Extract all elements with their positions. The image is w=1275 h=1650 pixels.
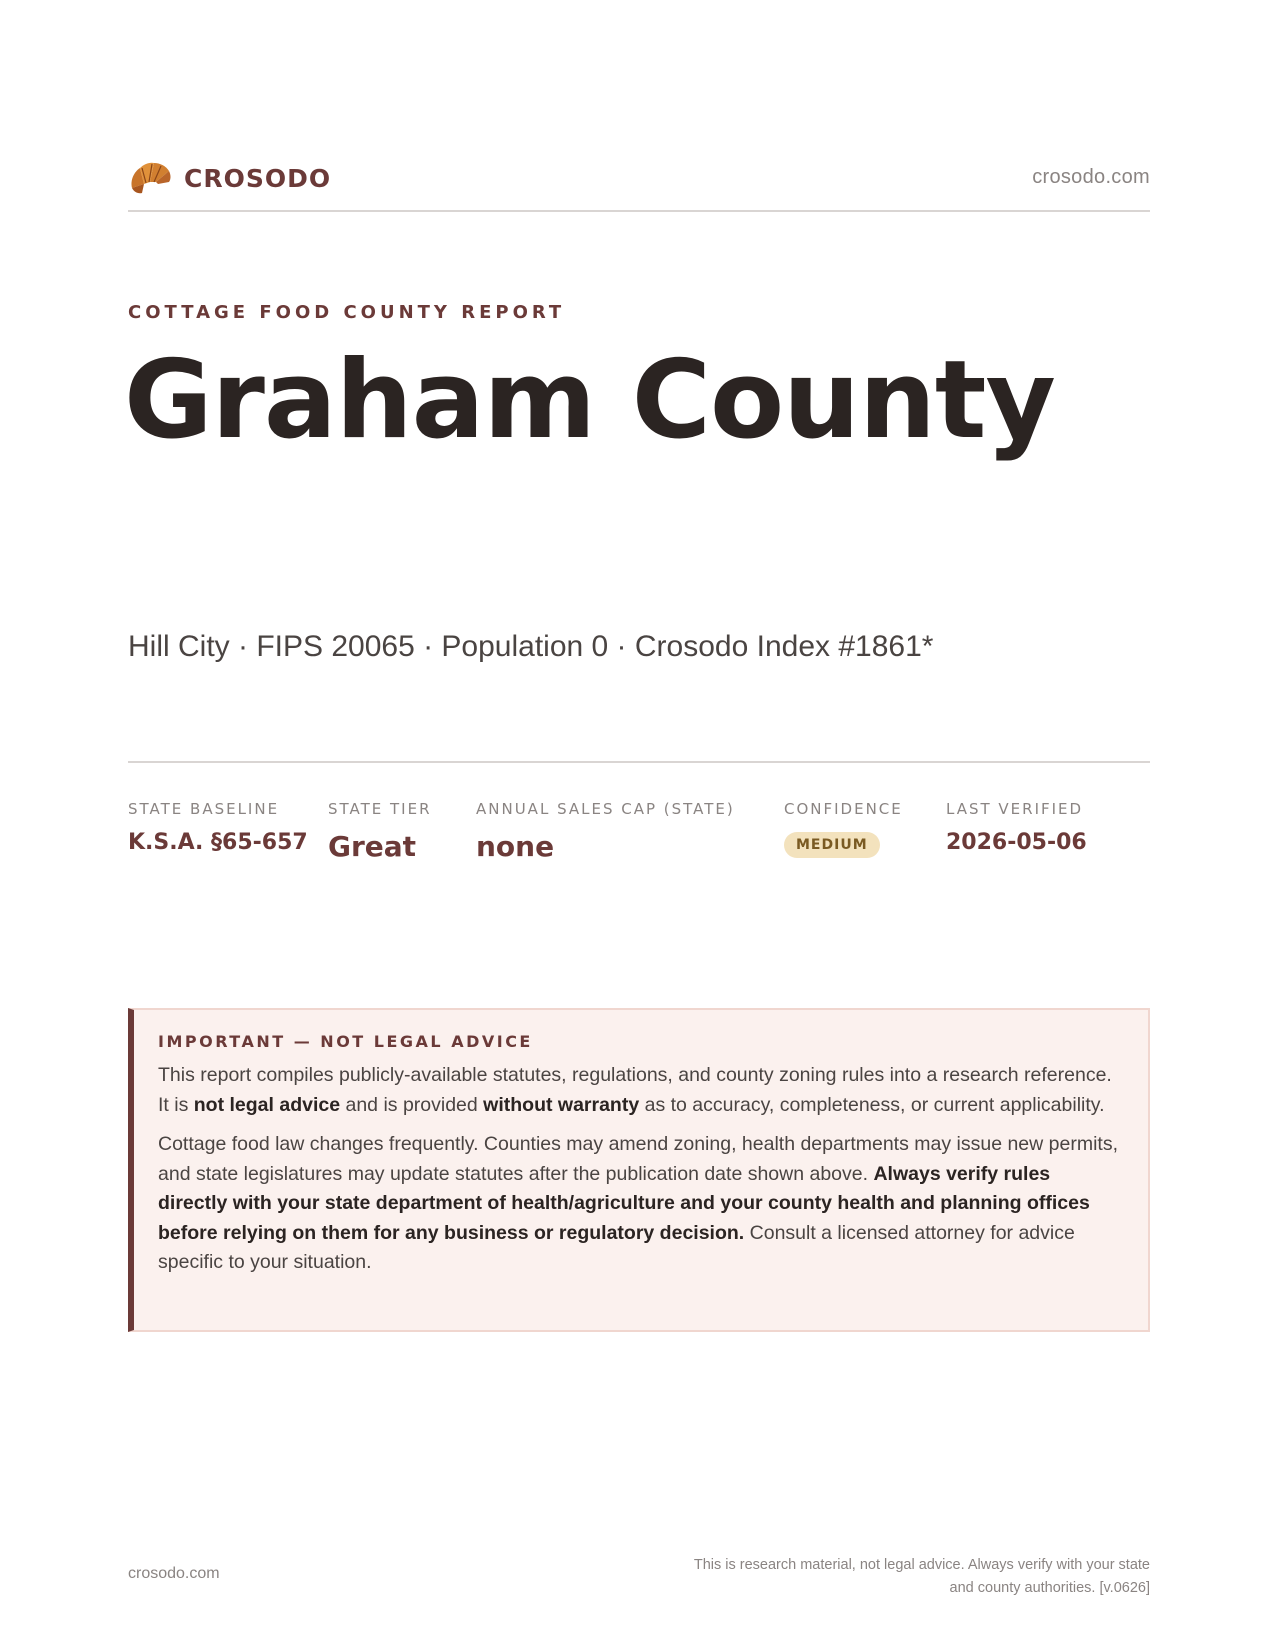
notice-text: Cottage food law changes frequently. Counties may amend zoning, health departments may issue new permits, and state legislatures may update statutes after the publication date shown above. (158, 1133, 1118, 1185)
notice-text: as to accuracy, completeness, or current applicability. (639, 1093, 1105, 1116)
report-page (124, 0, 1150, 1650)
stat-label: ANNUAL SALES CAP (STATE) (476, 800, 735, 818)
footer-disclaimer-line: and county authorities. [v.0626] (949, 1580, 1150, 1596)
report-eyebrow: COTTAGE FOOD COUNTY REPORT (128, 302, 566, 323)
stat-value: K.S.A. §65-657 (128, 830, 308, 855)
footer-disclaimer-line: This is research material, not legal advice. Always verify with your state (693, 1557, 1150, 1573)
brand (128, 158, 331, 198)
stat-label: STATE TIER (328, 800, 432, 818)
page-header (128, 156, 1150, 212)
notice-text: and is provided (340, 1093, 484, 1116)
notice-paragraph (158, 1061, 1124, 1120)
notice-emphasis: Always verify rules directly with your state department of health/agriculture and your county health and planning offices before relying on them for any business or regulatory decision. (158, 1162, 1090, 1244)
stat-value: Great (328, 830, 417, 863)
page-title: Graham County (124, 338, 1055, 463)
stat-last-verified (946, 800, 1087, 855)
notice-text: Consult a licensed attorney for advice specific to your situation. (158, 1221, 1075, 1273)
stat-state-baseline (128, 800, 308, 855)
notice-emphasis: without warranty (483, 1093, 640, 1116)
header-url-link[interactable]: crosodo.com (1032, 166, 1150, 188)
legal-notice (128, 1008, 1150, 1332)
stat-label: LAST VERIFIED (946, 800, 1084, 818)
stats-divider (128, 761, 1150, 763)
county-subtitle: Hill City · FIPS 20065 · Population 0 · Crosodo Index #1861* (128, 630, 934, 663)
notice-text: This report compiles publicly-available statutes, regulations, and county zoning rules into a research reference. It is (158, 1064, 1112, 1116)
stat-value: none (476, 830, 555, 863)
notice-paragraph (158, 1130, 1124, 1278)
stat-label: STATE BASELINE (128, 800, 280, 818)
stat-label: CONFIDENCE (784, 800, 903, 818)
confidence-badge: MEDIUM (784, 832, 880, 858)
footer-url-link[interactable]: crosodo.com (128, 1565, 220, 1582)
stat-sales-cap (476, 800, 735, 863)
stat-value: 2026-05-06 (946, 830, 1087, 855)
notice-emphasis: not legal advice (193, 1093, 341, 1116)
croissant-icon (128, 158, 172, 198)
notice-heading: IMPORTANT — NOT LEGAL ADVICE (158, 1032, 533, 1051)
stat-state-tier (328, 800, 432, 863)
brand-name: CROSODO (184, 163, 332, 193)
footer-disclaimer (630, 1554, 1150, 1600)
stat-confidence (784, 800, 903, 858)
